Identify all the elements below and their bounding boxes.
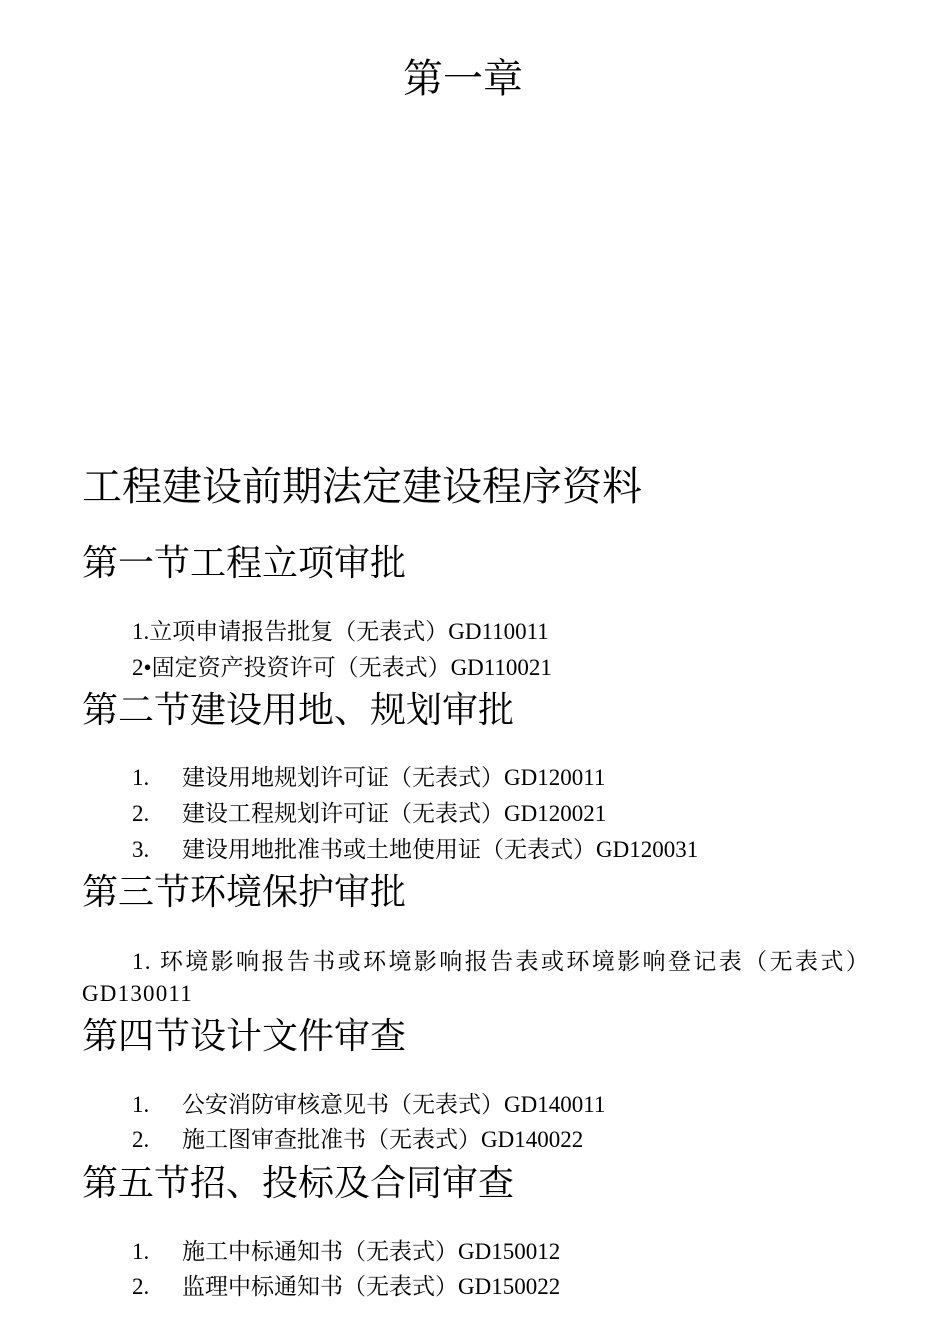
item-number: 1. (132, 1239, 150, 1264)
item-number: 2. (132, 1274, 150, 1299)
item-text: 建设用地规划许可证（无表式）GD120011 (182, 765, 606, 790)
item-text: 监理中标通知书（无表式）GD150022 (182, 1274, 561, 1299)
item-text: 固定资产投资许可（无表式）GD110021 (151, 655, 552, 680)
list-item (82, 946, 870, 1010)
item-text: 环境影响报告书或环境影响报告表或环境影响登记表（无表式）GD130011 (82, 949, 870, 1006)
item-number: 3. (132, 837, 150, 862)
section-title: 第三节环境保护审批 (82, 872, 407, 913)
list-item (132, 1236, 560, 1268)
section-title: 第一节工程立项审批 (82, 543, 407, 584)
item-text: 立项申请报告批复（无表式）GD110011 (149, 619, 549, 644)
item-text: 施工图审查批准书（无表式）GD140022 (182, 1127, 584, 1152)
list-item (132, 798, 606, 830)
section-title: 第五节招、投标及合同审查 (82, 1163, 515, 1204)
item-text: 建设工程规划许可证（无表式）GD120021 (182, 801, 607, 826)
list-item (132, 762, 605, 794)
part-title: 工程建设前期法定建设程序资料 (82, 464, 642, 510)
item-number: 1. (132, 1092, 150, 1117)
list-item (132, 616, 549, 648)
item-number: 2• (132, 655, 152, 680)
list-item (132, 1271, 560, 1303)
item-number: 1. (132, 765, 150, 790)
item-number: 2. (132, 1127, 150, 1152)
item-number: 1. (132, 619, 150, 644)
chapter-title: 第一章 (403, 56, 523, 102)
item-text: 建设用地批准书或土地使用证（无表式）GD120031 (182, 837, 699, 862)
item-number: 1. (132, 949, 160, 974)
item-number: 2. (132, 801, 150, 826)
section-title: 第二节建设用地、规划审批 (82, 690, 515, 731)
list-item (132, 834, 698, 866)
item-text: 施工中标通知书（无表式）GD150012 (182, 1239, 561, 1264)
section-title: 第四节设计文件审查 (82, 1016, 407, 1057)
list-item (132, 652, 552, 684)
list-item (132, 1124, 583, 1156)
list-item (132, 1089, 605, 1121)
item-text: 公安消防审核意见书（无表式）GD140011 (182, 1092, 606, 1117)
